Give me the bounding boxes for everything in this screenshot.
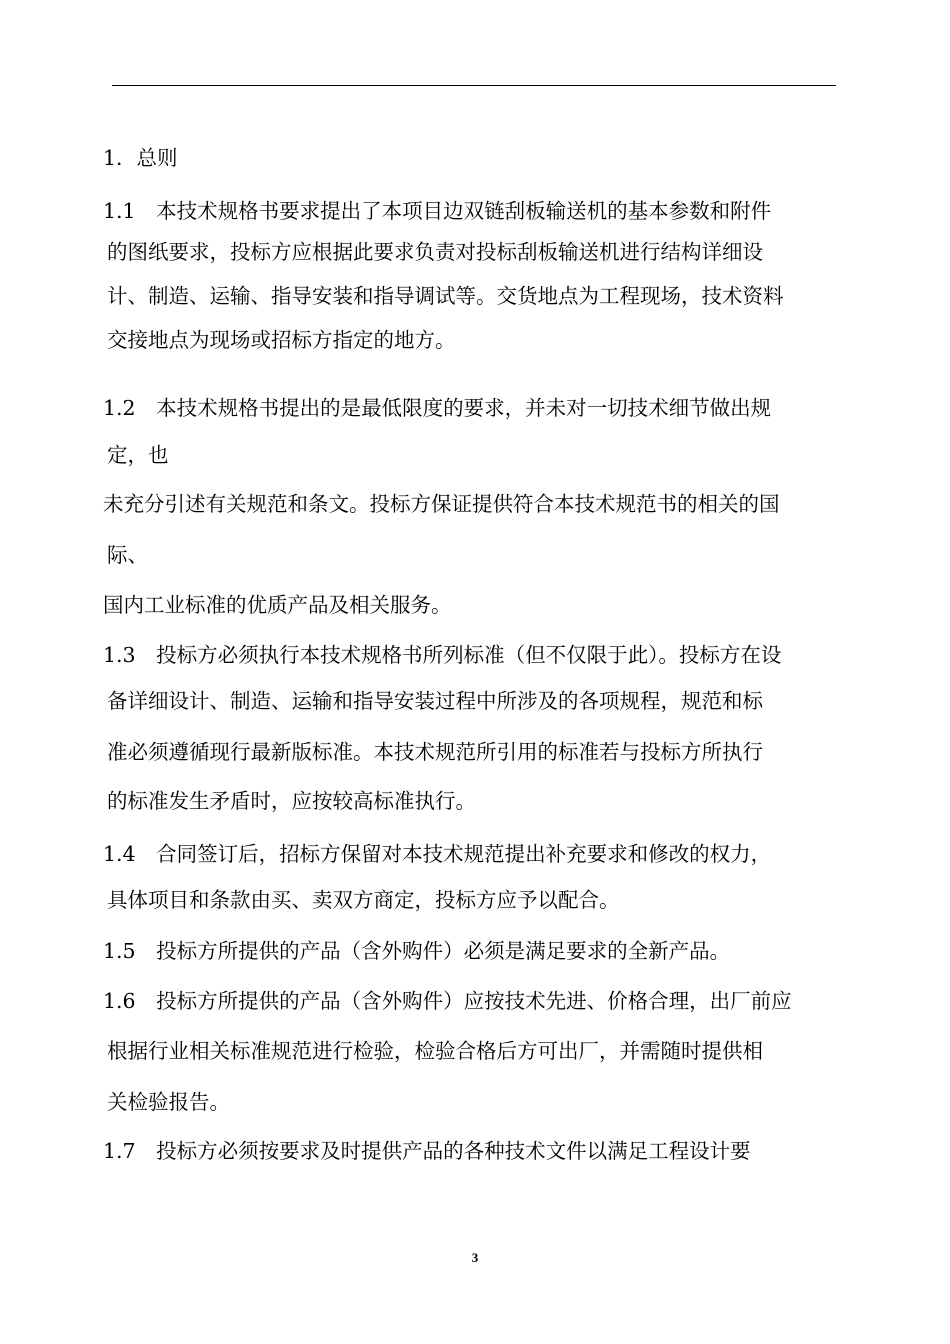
text-line: 根据行业相关标准规范进行检验，检验合格后方可出厂，并需随时提供相	[107, 1039, 763, 1063]
text-line: 1.2 本技术规格书提出的是最低限度的要求，并未对一切技术细节做出规	[103, 396, 772, 420]
text-line: 国内工业标准的优质产品及相关服务。	[103, 593, 452, 617]
text-line: 计、制造、运输、指导安装和指导调试等。交货地点为工程现场，技术资料	[107, 284, 784, 308]
text-line: 备详细设计、制造、运输和指导安装过程中所涉及的各项规程，规范和标	[107, 689, 763, 713]
page-number: 3	[471, 1250, 479, 1265]
text-line: 关检验报告。	[107, 1090, 230, 1114]
text-line: 1.1 本技术规格书要求提出了本项目边双链刮板输送机的基本参数和附件	[103, 199, 772, 223]
text-line: 1.6 投标方所提供的产品（含外购件）应按技术先进、价格合理，出厂前应	[103, 989, 792, 1013]
text-line: 具体项目和条款由买、卖双方商定，投标方应予以配合。	[107, 888, 620, 912]
section-heading: 1．总则	[103, 146, 178, 170]
text-line: 的图纸要求，投标方应根据此要求负责对投标刮板输送机进行结构详细设	[107, 240, 763, 264]
text-line: 的标准发生矛盾时，应按较高标准执行。	[107, 789, 476, 813]
text-line: 1.5 投标方所提供的产品（含外购件）必须是满足要求的全新产品。	[103, 939, 731, 963]
text-line: 未充分引述有关规范和条文。投标方保证提供符合本技术规范书的相关的国	[103, 492, 780, 516]
text-line: 1.4 合同签订后，招标方保留对本技术规范提出补充要求和修改的权力，	[103, 842, 772, 866]
text-line: 交接地点为现场或招标方指定的地方。	[107, 328, 456, 352]
header-rule	[112, 85, 836, 86]
text-line: 定，也	[107, 443, 169, 467]
text-line: 准必须遵循现行最新版标准。本技术规范所引用的标准若与投标方所执行	[107, 740, 763, 764]
text-line: 1.7 投标方必须按要求及时提供产品的各种技术文件以满足工程设计要	[103, 1139, 751, 1163]
text-line: 1.3 投标方必须执行本技术规格书所列标准（但不仅限于此）。投标方在设	[103, 643, 782, 667]
text-line: 际、	[107, 543, 148, 567]
